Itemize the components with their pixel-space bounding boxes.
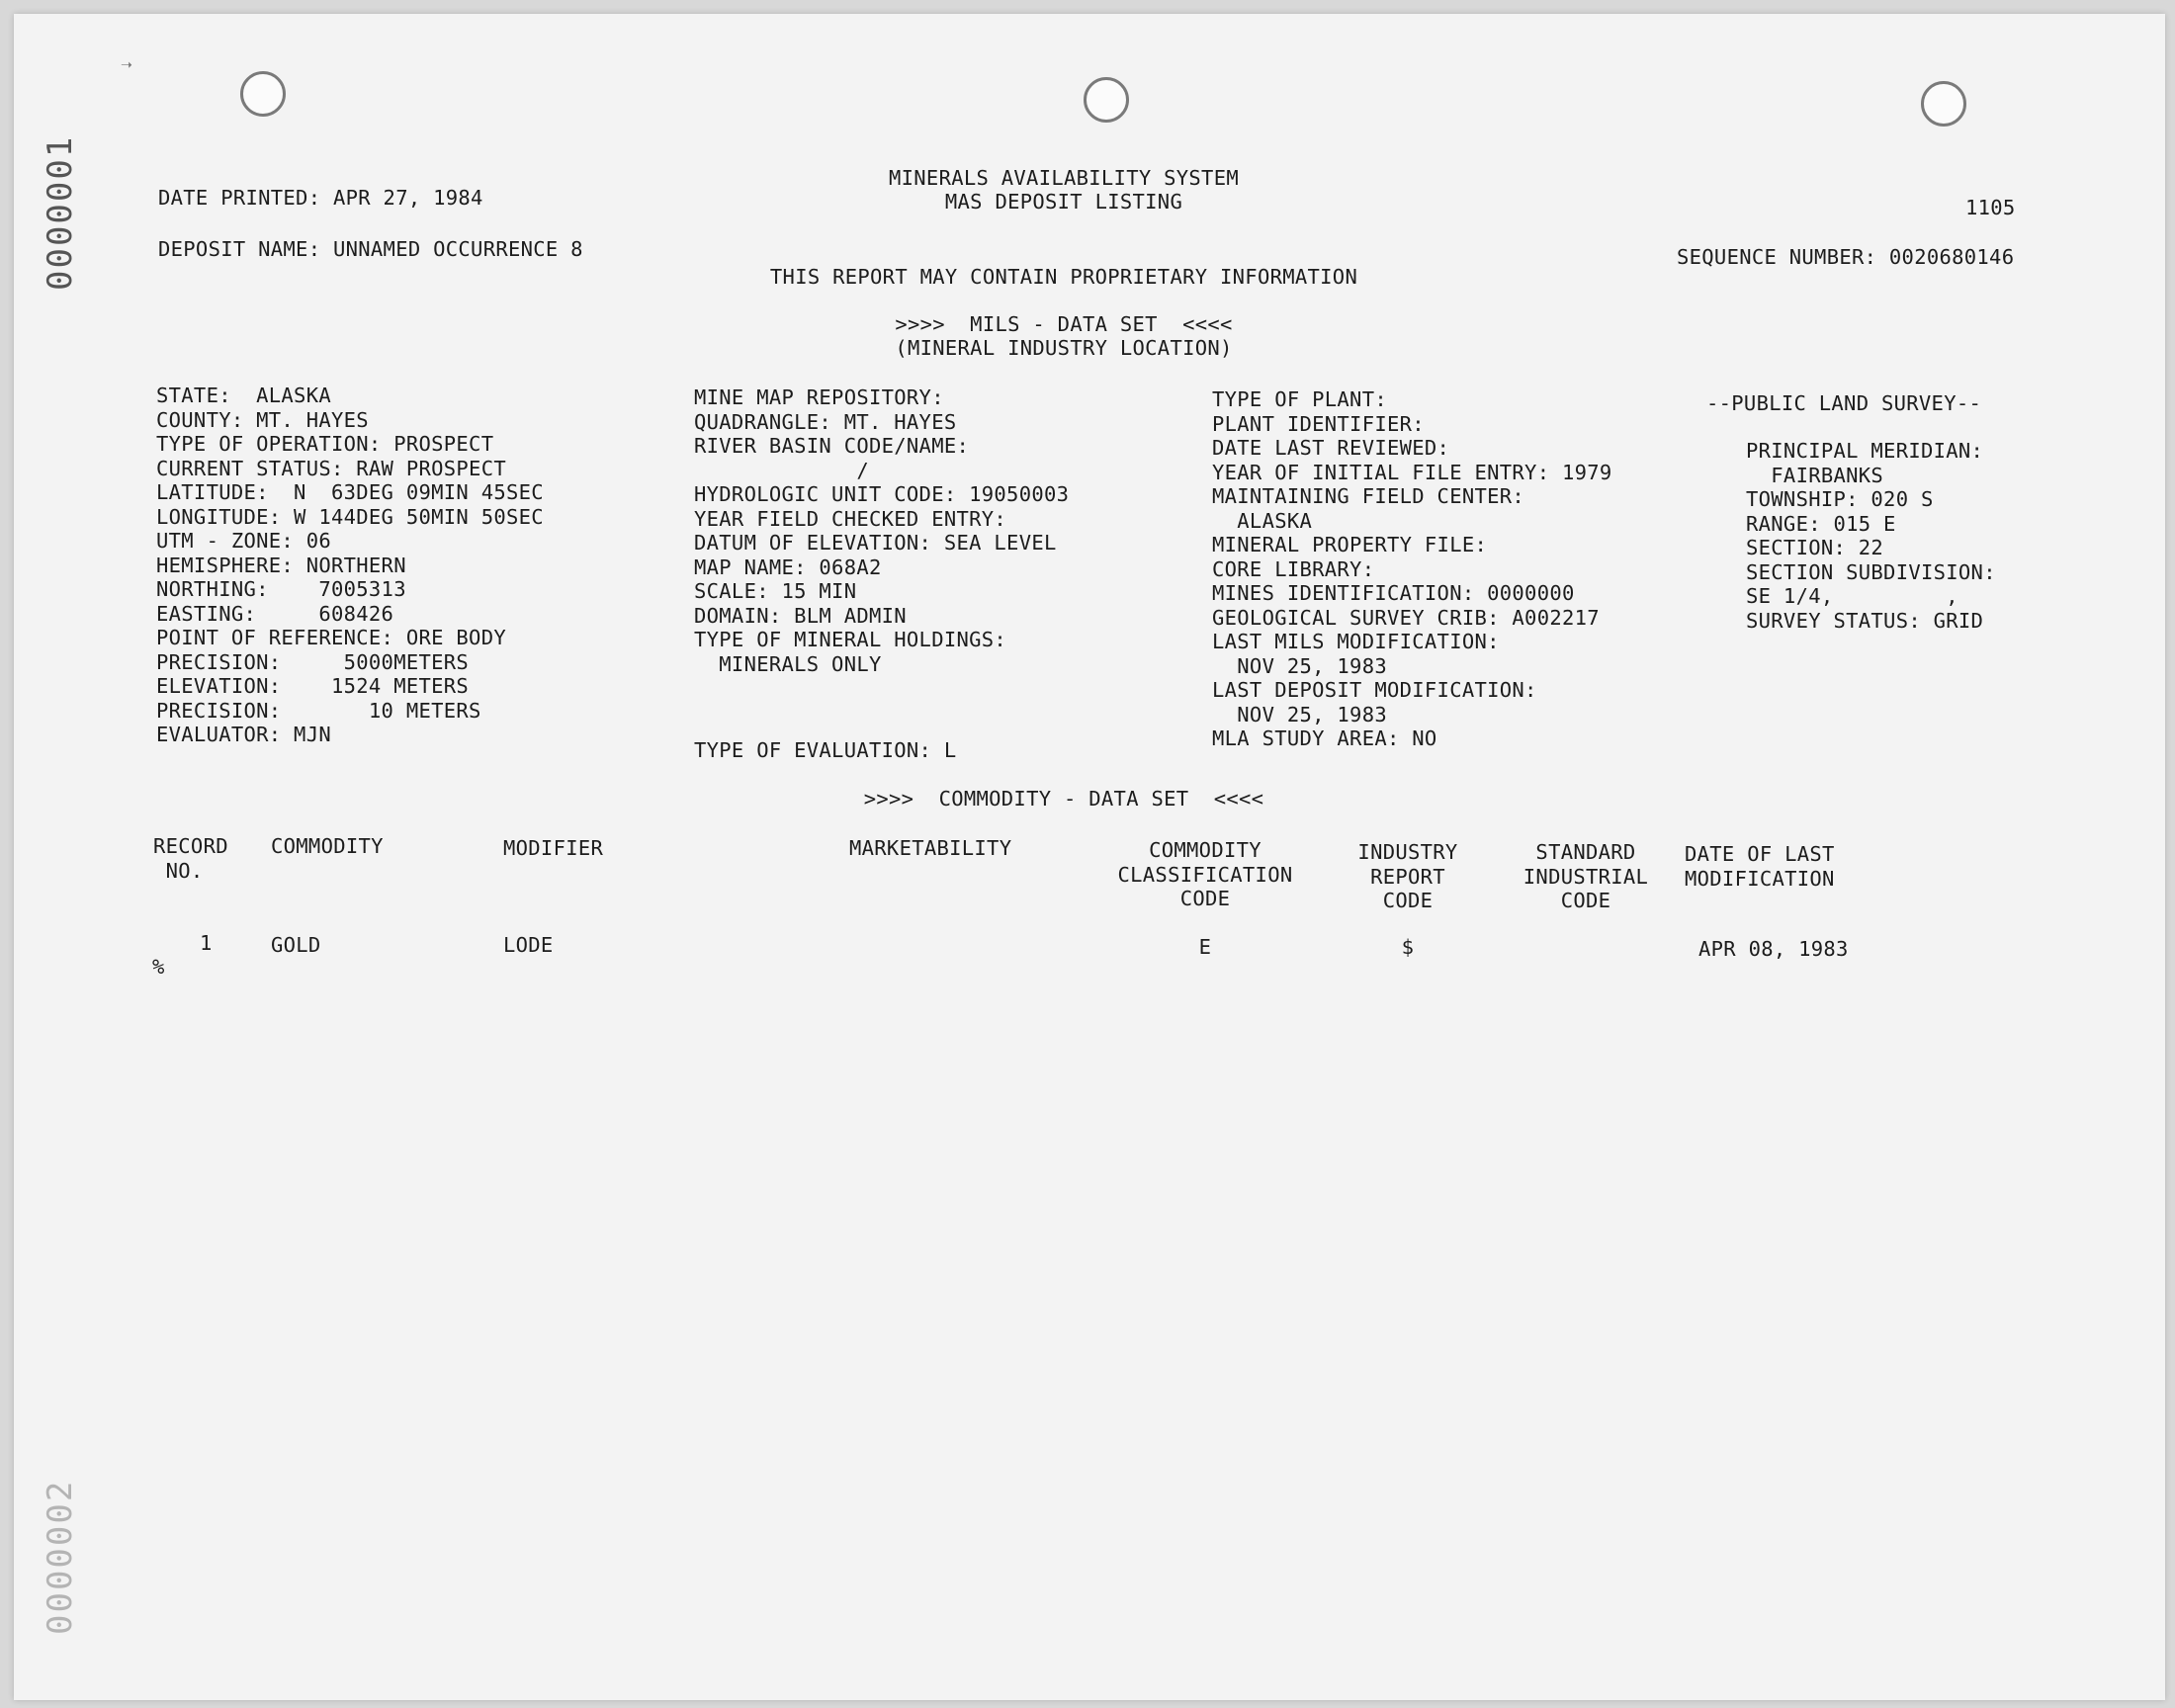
- field-mineral-holdings-value: MINERALS ONLY: [694, 651, 882, 676]
- field-last-deposit-modification-date: NOV 25, 1983: [1212, 702, 1387, 726]
- field-principal-meridian-value: FAIRBANKS: [1746, 463, 1884, 487]
- field-hemisphere: HEMISPHERE: NORTHERN: [156, 553, 406, 577]
- field-section-subdivision: SECTION SUBDIVISION:: [1746, 559, 1996, 584]
- field-river-basin: RIVER BASIN CODE/NAME:: [694, 434, 970, 458]
- field-field-center-value: ALASKA: [1212, 508, 1313, 533]
- system-title: MINERALS AVAILABILITY SYSTEM: [889, 166, 1239, 190]
- mils-subheading: (MINERAL INDUSTRY LOCATION): [895, 336, 1233, 360]
- field-northing: NORTHING: 7005313: [156, 577, 406, 601]
- header-modifier: MODIFIER: [503, 836, 604, 860]
- punch-hole-center: [1084, 77, 1129, 123]
- punch-hole-right: [1921, 81, 1966, 127]
- field-last-deposit-modification: LAST DEPOSIT MODIFICATION:: [1212, 678, 1537, 702]
- commodity-heading: >>>> COMMODITY - DATA SET <<<<: [863, 787, 1264, 811]
- field-mla-study-area: MLA STUDY AREA: NO: [1212, 726, 1437, 750]
- field-current-status: CURRENT STATUS: RAW PROSPECT: [156, 456, 506, 480]
- cell-modifier: LODE: [503, 933, 554, 957]
- cell-record-no: 1: [200, 931, 213, 955]
- side-stamp-bottom: 0000002: [41, 1479, 80, 1635]
- field-evaluator: EVALUATOR: MJN: [156, 723, 331, 746]
- field-mineral-property-file: MINERAL PROPERTY FILE:: [1212, 533, 1488, 556]
- header-date-of-last-modification: DATE OF LAST MODIFICATION: [1685, 842, 1835, 891]
- field-state: STATE: ALASKA: [156, 384, 331, 407]
- header-record-no: RECORD NO.: [153, 834, 228, 883]
- field-geological-survey-crib: GEOLOGICAL SURVEY CRIB: A002217: [1212, 605, 1600, 630]
- field-type-of-mineral-holdings: TYPE OF MINERAL HOLDINGS:: [694, 628, 1007, 651]
- header-industry-report-code: INDUSTRY REPORT CODE: [1357, 840, 1458, 912]
- field-domain: DOMAIN: BLM ADMIN: [694, 603, 907, 628]
- proprietary-notice: THIS REPORT MAY CONTAIN PROPRIETARY INFORMATION: [769, 265, 1358, 289]
- field-utm-zone: UTM - ZONE: 06: [156, 529, 331, 553]
- field-county: COUNTY: MT. HAYES: [156, 407, 369, 432]
- date-printed: DATE PRINTED: APR 27, 1984: [158, 186, 483, 210]
- field-longitude: LONGITUDE: W 144DEG 50MIN 50SEC: [156, 504, 544, 529]
- field-core-library: CORE LIBRARY:: [1212, 556, 1375, 581]
- deposit-name: DEPOSIT NAME: UNNAMED OCCURRENCE 8: [158, 237, 583, 261]
- field-easting: EASTING: 608426: [156, 601, 394, 626]
- field-survey-status: SURVEY STATUS: GRID: [1746, 608, 1984, 633]
- field-quadrangle: QUADRANGLE: MT. HAYES: [694, 409, 957, 434]
- field-type-of-plant: TYPE OF PLANT:: [1212, 387, 1387, 411]
- page-number: 1105: [1965, 196, 2016, 219]
- deposit-listing-page: [14, 14, 2165, 1700]
- field-type-of-evaluation: TYPE OF EVALUATION: L: [694, 738, 957, 762]
- field-date-last-reviewed: DATE LAST REVIEWED:: [1212, 436, 1450, 460]
- header-commodity-classification-code: COMMODITY CLASSIFICATION CODE: [1117, 838, 1293, 910]
- sequence-number: SEQUENCE NUMBER: 0020680146: [1677, 245, 2015, 269]
- header-commodity: COMMODITY: [271, 834, 384, 858]
- field-point-of-reference: POINT OF REFERENCE: ORE BODY: [156, 626, 506, 649]
- field-last-mils-modification-date: NOV 25, 1983: [1212, 653, 1387, 678]
- field-map-name: MAP NAME: 068A2: [694, 555, 882, 579]
- field-township: TOWNSHIP: 020 S: [1746, 487, 1934, 511]
- field-mine-map-repository: MINE MAP REPOSITORY:: [694, 385, 944, 409]
- mils-heading: >>>> MILS - DATA SET <<<<: [895, 312, 1233, 336]
- field-hydrologic-unit-code: HYDROLOGIC UNIT CODE: 19050003: [694, 482, 1070, 506]
- side-stamp-top: 0000001: [41, 134, 80, 291]
- field-plant-identifier: PLANT IDENTIFIER:: [1212, 411, 1425, 436]
- cell-commodity: GOLD: [271, 933, 321, 957]
- field-year-initial-entry: YEAR OF INITIAL FILE ENTRY: 1979: [1212, 460, 1612, 484]
- field-range: RANGE: 015 E: [1746, 511, 1896, 536]
- cell-industry-report-code: $: [1401, 935, 1415, 959]
- field-year-field-checked: YEAR FIELD CHECKED ENTRY:: [694, 506, 1007, 531]
- field-datum-of-elevation: DATUM OF ELEVATION: SEA LEVEL: [694, 531, 1057, 555]
- header-standard-industrial-code: STANDARD INDUSTRIAL CODE: [1522, 840, 1649, 912]
- field-last-mils-modification: LAST MILS MODIFICATION:: [1212, 630, 1500, 653]
- header-marketability: MARKETABILITY: [849, 836, 1012, 860]
- field-type-of-operation: TYPE OF OPERATION: PROSPECT: [156, 432, 494, 456]
- field-precision: PRECISION: 5000METERS: [156, 649, 470, 674]
- field-principal-meridian: PRINCIPAL MERIDIAN:: [1746, 439, 1984, 463]
- field-latitude: LATITUDE: N 63DEG 09MIN 45SEC: [156, 480, 544, 504]
- listing-title: MAS DEPOSIT LISTING: [944, 190, 1183, 214]
- field-scale: SCALE: 15 MIN: [694, 579, 857, 603]
- field-section-subdivision-value: SE 1/4, ,: [1746, 584, 1958, 608]
- public-land-survey-title: --PUBLIC LAND SURVEY--: [1706, 391, 1982, 415]
- field-maintaining-field-center: MAINTAINING FIELD CENTER:: [1212, 484, 1525, 508]
- field-mines-identification: MINES IDENTIFICATION: 0000000: [1212, 581, 1575, 605]
- cell-date-of-last-modification: APR 08, 1983: [1698, 937, 1849, 961]
- punch-hole-left: [240, 71, 286, 117]
- field-river-basin-value: /: [694, 458, 869, 482]
- field-section: SECTION: 22: [1746, 536, 1884, 559]
- stray-mark: ➝: [121, 53, 133, 77]
- field-elevation: ELEVATION: 1524 METERS: [156, 674, 470, 698]
- field-elevation-precision: PRECISION: 10 METERS: [156, 698, 481, 723]
- cell-classification-code: E: [1198, 935, 1212, 959]
- end-of-record-mark: %: [152, 955, 165, 979]
